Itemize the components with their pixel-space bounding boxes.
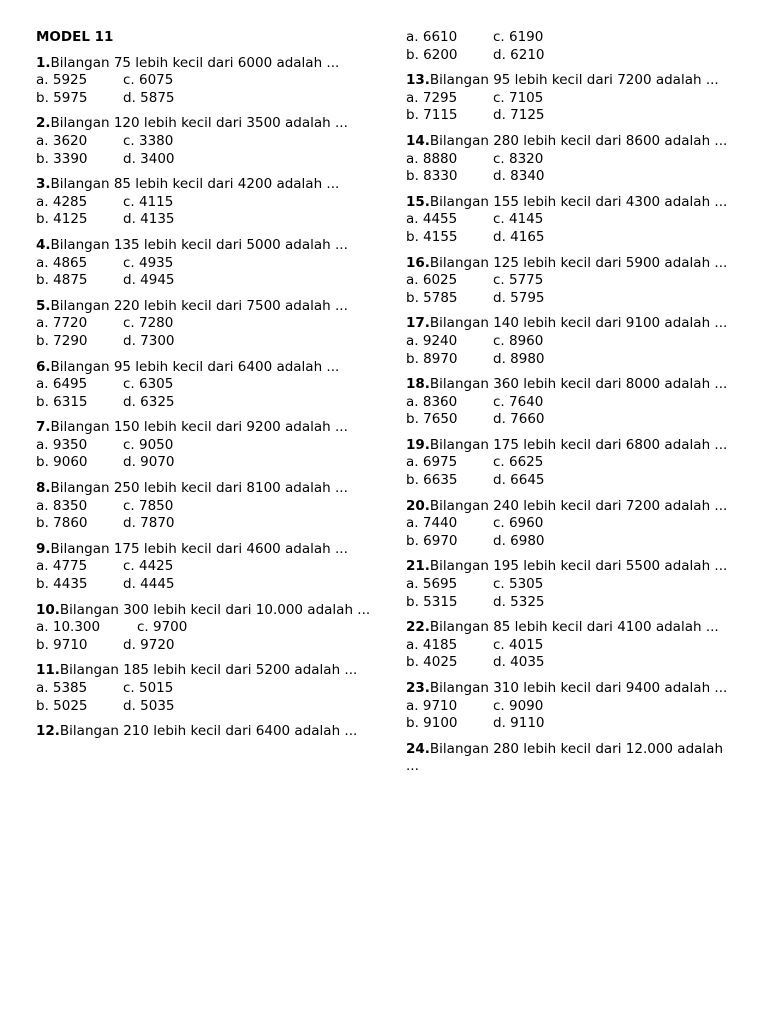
- question-text: [36, 662, 381, 680]
- question-stem: Bilangan 75 lebih kecil dari 6000 adalah ...: [50, 54, 340, 71]
- option-d: d. 7660: [493, 411, 545, 428]
- option-d: d. 4445: [123, 576, 175, 593]
- question-4: [36, 237, 381, 290]
- option-row: [36, 211, 381, 229]
- option-row: [406, 454, 736, 472]
- option-b: b. 9060: [36, 454, 88, 471]
- option-b: b. 6315: [36, 393, 88, 410]
- option-a: a. 4775: [36, 558, 88, 575]
- option-b: b. 5315: [406, 593, 458, 610]
- option-c: c. 6960: [493, 515, 544, 532]
- question-number: 6.: [36, 358, 51, 375]
- option-d: d. 5795: [493, 289, 545, 306]
- option-d: d. 4035: [493, 654, 545, 671]
- option-row: [36, 255, 381, 273]
- page-title: MODEL 11: [36, 29, 114, 45]
- option-d: d. 9110: [493, 715, 545, 732]
- question-stem: Bilangan 250 lebih kecil dari 8100 adalah ...: [50, 480, 348, 497]
- question-text: [406, 741, 736, 776]
- option-d: d. 7300: [123, 332, 175, 349]
- question-text: [36, 115, 381, 133]
- option-b: b. 5975: [36, 89, 88, 106]
- question-13: [406, 72, 736, 125]
- option-row: [36, 637, 381, 655]
- question-text: [406, 194, 736, 212]
- question-number: 9.: [36, 540, 51, 557]
- option-d: d. 4945: [123, 272, 175, 289]
- option-row: [36, 376, 381, 394]
- option-c: c. 3380: [123, 132, 174, 149]
- option-row: [406, 29, 736, 47]
- option-c: c. 5775: [493, 272, 544, 289]
- option-row: [36, 151, 381, 169]
- option-row: [406, 90, 736, 108]
- option-b: b. 7290: [36, 332, 88, 349]
- option-d: d. 6645: [493, 472, 545, 489]
- option-d: d. 4165: [493, 228, 545, 245]
- option-row: [406, 594, 736, 612]
- option-row: [36, 454, 381, 472]
- option-row: [36, 333, 381, 351]
- question-2: [36, 115, 381, 168]
- question-5: [36, 298, 381, 351]
- option-row: [36, 498, 381, 516]
- option-b: b. 5785: [406, 289, 458, 306]
- option-row: [406, 394, 736, 412]
- option-a: a. 10.300: [36, 619, 101, 636]
- option-c: c. 7280: [123, 315, 174, 332]
- option-d: d. 7870: [123, 515, 175, 532]
- option-row: [406, 411, 736, 429]
- option-row: [406, 654, 736, 672]
- option-b: b. 4125: [36, 211, 88, 228]
- option-a: a. 6025: [406, 272, 458, 289]
- question-22: [406, 619, 736, 672]
- option-b: b. 7860: [36, 515, 88, 532]
- question-stem: Bilangan 220 lebih kecil dari 7500 adalah ...: [50, 297, 348, 314]
- question-17: [406, 315, 736, 368]
- left-column: [36, 29, 381, 749]
- option-c: c. 6075: [123, 72, 174, 89]
- option-d: d. 4135: [123, 211, 175, 228]
- option-d: d. 9070: [123, 454, 175, 471]
- option-row: [406, 151, 736, 169]
- option-a: a. 9240: [406, 332, 458, 349]
- question-text: [406, 315, 736, 333]
- option-b: b. 6970: [406, 532, 458, 549]
- option-c: c. 8320: [493, 150, 544, 167]
- question-16: [406, 255, 736, 308]
- option-row: [406, 698, 736, 716]
- option-d: d. 9720: [123, 636, 175, 653]
- question-20: [406, 498, 736, 551]
- option-row: [36, 133, 381, 151]
- option-c: c. 8960: [493, 332, 544, 349]
- option-a: a. 8360: [406, 393, 458, 410]
- question-text: [36, 723, 381, 741]
- question-number: 2.: [36, 115, 51, 132]
- option-a: a. 8880: [406, 150, 458, 167]
- option-a: a. 5385: [36, 680, 88, 696]
- question-text: [406, 680, 736, 698]
- option-d: d. 6325: [123, 393, 175, 410]
- question-stem: Bilangan 95 lebih kecil dari 7200 adalah ...: [429, 72, 719, 89]
- option-row: [406, 290, 736, 308]
- option-d: d. 7125: [493, 107, 545, 124]
- question-19: [406, 437, 736, 490]
- question-number: 1.: [36, 54, 51, 71]
- option-b: b. 8330: [406, 168, 458, 185]
- question-3: [36, 176, 381, 229]
- option-row: [406, 533, 736, 551]
- option-row: [406, 211, 736, 229]
- question-stem: Bilangan 185 lebih kecil dari 5200 adalah ...: [59, 662, 358, 679]
- option-row: [406, 637, 736, 655]
- question-text: [36, 298, 381, 316]
- option-row: [36, 394, 381, 412]
- option-d: d. 6210: [493, 46, 545, 63]
- question-stem: Bilangan 85 lebih kecil dari 4100 adalah ...: [429, 619, 719, 636]
- question-stem: Bilangan 155 lebih kecil dari 4300 adalah ...: [429, 193, 728, 210]
- option-c: c. 6305: [123, 376, 174, 393]
- option-a: a. 5695: [406, 576, 458, 593]
- option-c: c. 6190: [493, 29, 544, 45]
- option-row: [36, 558, 381, 576]
- option-d: d. 3400: [123, 150, 175, 167]
- question-number: 14.: [406, 132, 430, 149]
- option-a: a. 4185: [406, 636, 458, 653]
- question-text: [406, 133, 736, 151]
- question-number: 16.: [406, 254, 430, 271]
- option-c: c. 7640: [493, 393, 544, 410]
- option-c: c. 7850: [123, 497, 174, 514]
- option-c: c. 4145: [493, 211, 544, 228]
- question-number: 19.: [406, 436, 430, 453]
- option-b: b. 4875: [36, 272, 88, 289]
- question-text: [36, 176, 381, 194]
- question-text: [406, 255, 736, 273]
- option-a: a. 7720: [36, 315, 88, 332]
- question-number: 8.: [36, 480, 51, 497]
- question-11: [36, 662, 381, 715]
- question-stem: Bilangan 175 lebih kecil dari 4600 adalah ...: [50, 540, 348, 557]
- question-number: 3.: [36, 176, 51, 193]
- question-text: [36, 480, 381, 498]
- question-number: 22.: [406, 619, 430, 636]
- option-d: d. 8340: [493, 168, 545, 185]
- option-row: [36, 437, 381, 455]
- option-row: [406, 472, 736, 490]
- question-number: 21.: [406, 558, 430, 575]
- option-row: [36, 515, 381, 533]
- question-1: [36, 55, 381, 108]
- question-stem: Bilangan 360 lebih kecil dari 8000 adalah ...: [429, 376, 728, 393]
- right-column: [406, 29, 736, 784]
- option-b: b. 6200: [406, 46, 458, 63]
- question-9: [36, 541, 381, 594]
- option-a: a. 4455: [406, 211, 458, 228]
- option-b: b. 9100: [406, 715, 458, 732]
- option-c: c. 5305: [493, 576, 544, 593]
- option-b: b. 4435: [36, 576, 88, 593]
- option-row: [36, 90, 381, 108]
- question-number: 15.: [406, 193, 430, 210]
- option-d: d. 6980: [493, 532, 545, 549]
- option-c: c. 9050: [123, 436, 174, 453]
- option-d: d. 5035: [123, 697, 175, 714]
- question-text: [36, 602, 381, 620]
- option-row: [406, 333, 736, 351]
- option-b: b. 4025: [406, 654, 458, 671]
- question-stem: Bilangan 140 lebih kecil dari 9100 adalah ...: [429, 315, 728, 332]
- option-c: c. 4115: [123, 193, 174, 210]
- question-stem: Bilangan 150 lebih kecil dari 9200 adalah ...: [50, 419, 348, 436]
- option-row: [406, 229, 736, 247]
- question-text: [406, 72, 736, 90]
- question-number: 17.: [406, 315, 430, 332]
- question-stem: Bilangan 125 lebih kecil dari 5900 adalah ...: [429, 254, 728, 271]
- option-a: a. 8350: [36, 497, 88, 514]
- question-12: [36, 723, 381, 741]
- question-stem: Bilangan 175 lebih kecil dari 6800 adalah ...: [429, 436, 728, 453]
- question-text: [36, 55, 381, 73]
- option-c: c. 9700: [137, 619, 188, 636]
- option-d: d. 5875: [123, 89, 175, 106]
- option-row: [36, 698, 381, 716]
- option-c: c. 7105: [493, 89, 544, 106]
- question-stem: Bilangan 85 lebih kecil dari 4200 adalah ...: [50, 176, 340, 193]
- question-stem: Bilangan 280 lebih kecil dari 12.000 adalah ...: [406, 740, 723, 775]
- option-a: a. 7440: [406, 515, 458, 532]
- option-b: b. 5025: [36, 697, 88, 714]
- option-b: b. 7115: [406, 107, 458, 124]
- question-stem: Bilangan 135 lebih kecil dari 5000 adalah ...: [50, 236, 348, 253]
- question-stem: Bilangan 280 lebih kecil dari 8600 adalah ...: [429, 132, 728, 149]
- question-24: [406, 741, 736, 776]
- option-c: c. 4935: [123, 254, 174, 271]
- question-text: [406, 619, 736, 637]
- option-c: c. 9090: [493, 697, 544, 714]
- question-text: [406, 376, 736, 394]
- question-text: [406, 558, 736, 576]
- question-stem: Bilangan 310 lebih kecil dari 9400 adalah ...: [429, 680, 728, 696]
- question-18: [406, 376, 736, 429]
- option-a: a. 4865: [36, 254, 88, 271]
- question-14: [406, 133, 736, 186]
- option-a: a. 6610: [406, 29, 458, 45]
- question-number: 24.: [406, 740, 430, 757]
- option-d: d. 5325: [493, 593, 545, 610]
- question-stem: Bilangan 240 lebih kecil dari 7200 adalah ...: [429, 497, 728, 514]
- option-a: a. 9350: [36, 436, 88, 453]
- option-row: [36, 315, 381, 333]
- option-a: a. 6495: [36, 376, 88, 393]
- question-number: 18.: [406, 376, 430, 393]
- question-6: [36, 359, 381, 412]
- option-row: [406, 47, 736, 65]
- option-row: [406, 576, 736, 594]
- question-text: [36, 419, 381, 437]
- question-8: [36, 480, 381, 533]
- option-c: c. 4015: [493, 636, 544, 653]
- option-b: b. 9710: [36, 636, 88, 653]
- question-number: 11.: [36, 662, 60, 679]
- question-text: [406, 498, 736, 516]
- question-7: [36, 419, 381, 472]
- question-15: [406, 194, 736, 247]
- option-a: a. 5925: [36, 72, 88, 89]
- question-stem: Bilangan 300 lebih kecil dari 10.000 adalah ...: [59, 601, 371, 618]
- option-b: b. 6635: [406, 472, 458, 489]
- option-a: a. 9710: [406, 697, 458, 714]
- option-row: [36, 72, 381, 90]
- option-row: [406, 351, 736, 369]
- question-stem: Bilangan 210 lebih kecil dari 6400 adalah ...: [59, 723, 358, 740]
- question-text: [406, 437, 736, 455]
- option-b: b. 4155: [406, 228, 458, 245]
- question-stem: Bilangan 120 lebih kecil dari 3500 adalah ...: [50, 115, 348, 132]
- option-c: c. 4425: [123, 558, 174, 575]
- question-number: 20.: [406, 497, 430, 514]
- option-row: [36, 680, 381, 698]
- option-row: [36, 194, 381, 212]
- option-a: a. 4285: [36, 193, 88, 210]
- option-a: a. 7295: [406, 89, 458, 106]
- question-number: 5.: [36, 297, 51, 314]
- option-row: [406, 715, 736, 733]
- option-row: [406, 515, 736, 533]
- question-text: [36, 359, 381, 377]
- question-number: 4.: [36, 236, 51, 253]
- option-row: [406, 272, 736, 290]
- option-b: b. 8970: [406, 350, 458, 367]
- question-21: [406, 558, 736, 611]
- option-b: b. 3390: [36, 150, 88, 167]
- option-c: c. 6625: [493, 454, 544, 471]
- option-row: [36, 619, 381, 637]
- question-text: [36, 541, 381, 559]
- option-a: a. 6975: [406, 454, 458, 471]
- option-a: a. 3620: [36, 132, 88, 149]
- question-text: [36, 237, 381, 255]
- option-row: [36, 576, 381, 594]
- question-12-options: [406, 29, 736, 64]
- option-row: [36, 272, 381, 290]
- question-number: 13.: [406, 72, 430, 89]
- question-number: 10.: [36, 601, 60, 618]
- question-stem: Bilangan 195 lebih kecil dari 5500 adalah ...: [429, 558, 728, 575]
- question-10: [36, 602, 381, 655]
- question-stem: Bilangan 95 lebih kecil dari 6400 adalah ...: [50, 358, 340, 375]
- question-number: 12.: [36, 723, 60, 740]
- question-number: 23.: [406, 680, 430, 696]
- option-b: b. 7650: [406, 411, 458, 428]
- question-23: [406, 680, 736, 733]
- option-c: c. 5015: [123, 680, 174, 696]
- option-d: d. 8980: [493, 350, 545, 367]
- option-row: [406, 168, 736, 186]
- option-row: [406, 107, 736, 125]
- question-number: 7.: [36, 419, 51, 436]
